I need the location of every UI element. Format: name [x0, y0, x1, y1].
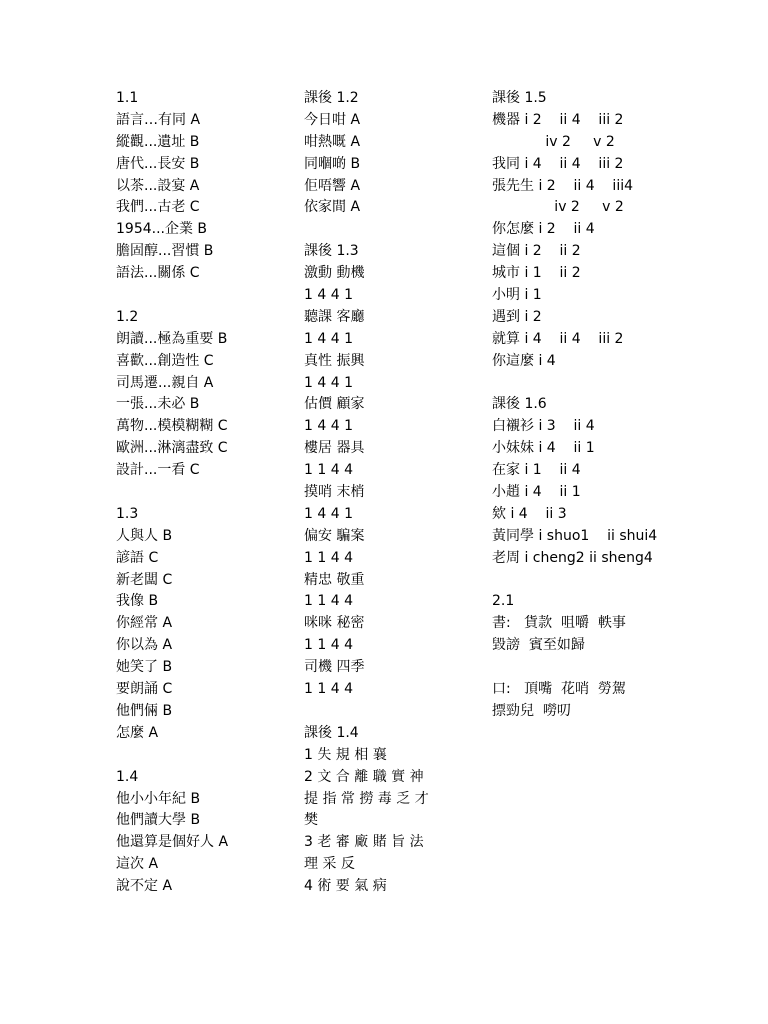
answer-line: 課後 1.6 [492, 396, 547, 413]
answer-line: 我像 B [116, 593, 159, 610]
answer-line: 樊 [304, 812, 318, 829]
answer-line: 偏安 騙案 [304, 527, 365, 544]
answer-line: 他們倆 B [116, 702, 173, 719]
answer-line: 1.3 [116, 505, 139, 522]
answer-line: 1 1 4 4 [304, 681, 353, 698]
answer-line: 估價 顧家 [304, 396, 365, 413]
blank-line [304, 219, 474, 241]
answer-line: 要朗誦 C [116, 681, 173, 698]
answer-line: 1.4 [116, 768, 139, 785]
answer-line: 黃同學 i shuo1 ii shui4 [492, 527, 658, 544]
blank-line [492, 657, 742, 679]
answer-line: 我同 i 4 ii 4 iii 2 [492, 155, 624, 172]
answer-line: 新老闆 C [116, 571, 173, 588]
answer-line: 課後 1.3 [304, 243, 359, 260]
answer-line: 2.1 [492, 593, 515, 610]
answer-column-1 [116, 88, 286, 898]
answer-line: 他們讀大學 B [116, 812, 201, 829]
answer-line: 設計...一看 C [116, 462, 200, 479]
answer-line: iv 2 v 2 [492, 133, 615, 150]
answer-column-2 [304, 88, 474, 898]
answer-line: 人與人 B [116, 527, 173, 544]
answer-line: 1 4 4 1 [304, 418, 353, 435]
answer-line: 欸 i 4 ii 3 [492, 505, 567, 522]
answer-line: 今日咁 A [304, 111, 361, 128]
answer-line: 同嗰啲 B [304, 155, 361, 172]
answer-line: 1 4 4 1 [304, 330, 353, 347]
answer-line: 小明 i 1 [492, 287, 542, 304]
answer-line: 真性 振興 [304, 352, 365, 369]
answer-line: 1 失 規 相 襄 [304, 746, 387, 763]
answer-line: 他還算是個好人 A [116, 834, 229, 851]
answer-line: 小妹妹 i 4 ii 1 [492, 440, 595, 457]
answer-line: 1.2 [116, 308, 139, 325]
answer-line: iv 2 v 2 [492, 199, 624, 216]
blank-line [116, 285, 286, 307]
answer-line: 語法...關係 C [116, 265, 200, 282]
answer-line: 4 術 要 氣 病 [304, 878, 387, 895]
answer-line: 我們...古老 C [116, 199, 200, 216]
answer-line: 老周 i cheng2 ii sheng4 [492, 549, 653, 566]
blank-line [304, 701, 474, 723]
answer-line: 依家間 A [304, 199, 361, 216]
answer-line: 摽勁兒 嘮叨 [492, 702, 571, 719]
answer-line: 佢唔響 A [304, 177, 361, 194]
answer-line: 縱觀...遺址 B [116, 133, 200, 150]
answer-line: 在家 i 1 ii 4 [492, 462, 581, 479]
answer-line: 諺語 C [116, 549, 159, 566]
answer-line: 你怎麼 i 2 ii 4 [492, 221, 595, 238]
answer-line: 張先生 i 2 ii 4 iii4 [492, 177, 634, 194]
answer-line: 以茶...設宴 A [116, 177, 200, 194]
answer-line: 朗讀...極為重要 B [116, 330, 228, 347]
answer-line: 2 文 合 離 職 實 神 [304, 768, 424, 785]
answer-line: 怎麼 A [116, 724, 159, 741]
answer-line: 遇到 i 2 [492, 308, 542, 325]
blank-line [116, 482, 286, 504]
answer-line: 司馬遷...親自 A [116, 374, 214, 391]
answer-line: 小趙 i 4 ii 1 [492, 484, 581, 501]
answer-line: 司機 四季 [304, 659, 365, 676]
answer-line: 她笑了 B [116, 659, 173, 676]
answer-line: 1 1 4 4 [304, 462, 353, 479]
answer-line: 摸哨 末梢 [304, 484, 365, 501]
answer-line: 課後 1.4 [304, 724, 359, 741]
answer-line: 你以為 A [116, 637, 173, 654]
answer-line: 你這麼 i 4 [492, 352, 556, 369]
answer-line: 1 1 4 4 [304, 637, 353, 654]
answer-line: 理 采 反 [304, 856, 355, 873]
answer-line: 聽課 客廳 [304, 308, 365, 325]
answer-line: 萬物...模模糊糊 C [116, 418, 228, 435]
answer-line: 1 1 4 4 [304, 549, 353, 566]
answer-line: 1 1 4 4 [304, 593, 353, 610]
answer-line: 咁熱嘅 A [304, 133, 361, 150]
answer-line: 膽固醇...習慣 B [116, 243, 214, 260]
answer-line: 語言…有同 A [116, 111, 201, 128]
blank-line [116, 745, 286, 767]
answer-line: 激動 動機 [304, 265, 365, 282]
answer-line: 提 指 常 撈 毒 乏 才 [304, 790, 429, 807]
blank-line [492, 373, 742, 395]
answer-line: 城市 i 1 ii 2 [492, 265, 581, 282]
answer-line: 咪咪 秘密 [304, 615, 365, 632]
answer-line: 一張...未必 B [116, 396, 200, 413]
answer-line: 1.1 [116, 90, 139, 106]
answer-line: 3 老 審 廠 賭 旨 法 [304, 834, 424, 851]
answer-line: 就算 i 4 ii 4 iii 2 [492, 330, 624, 347]
answer-line: 這個 i 2 ii 2 [492, 243, 581, 260]
answer-line: 白襯衫 i 3 ii 4 [492, 418, 595, 435]
answer-line: 1 4 4 1 [304, 287, 353, 304]
answer-line: 書: 貨款 咀嚼 軼事 [492, 615, 626, 632]
answer-line: 1954...企業 B [116, 221, 208, 238]
answer-line: 樓居 器具 [304, 440, 365, 457]
answer-line: 唐代...長安 B [116, 155, 200, 172]
answer-line: 課後 1.5 [492, 90, 547, 106]
answer-line: 他小小年紀 B [116, 790, 201, 807]
answer-line: 喜歡...創造性 C [116, 352, 214, 369]
answer-line: 課後 1.2 [304, 90, 359, 106]
answer-line: 機器 i 2 ii 4 iii 2 [492, 111, 624, 128]
answer-line: 你經常 A [116, 615, 173, 632]
answer-line: 這次 A [116, 856, 159, 873]
answer-line: 歐洲...淋漓盡致 C [116, 440, 228, 457]
answer-line: 1 4 4 1 [304, 374, 353, 391]
answer-line: 精忠 敬重 [304, 571, 365, 588]
answer-line: 毀謗 賓至如歸 [492, 637, 585, 654]
answer-line: 說不定 A [116, 878, 173, 895]
answer-line: 口: 頂嘴 花哨 勞駕 [492, 681, 626, 698]
answer-column-3 [492, 88, 742, 723]
blank-line [492, 570, 742, 592]
answer-line: 1 4 4 1 [304, 505, 353, 522]
